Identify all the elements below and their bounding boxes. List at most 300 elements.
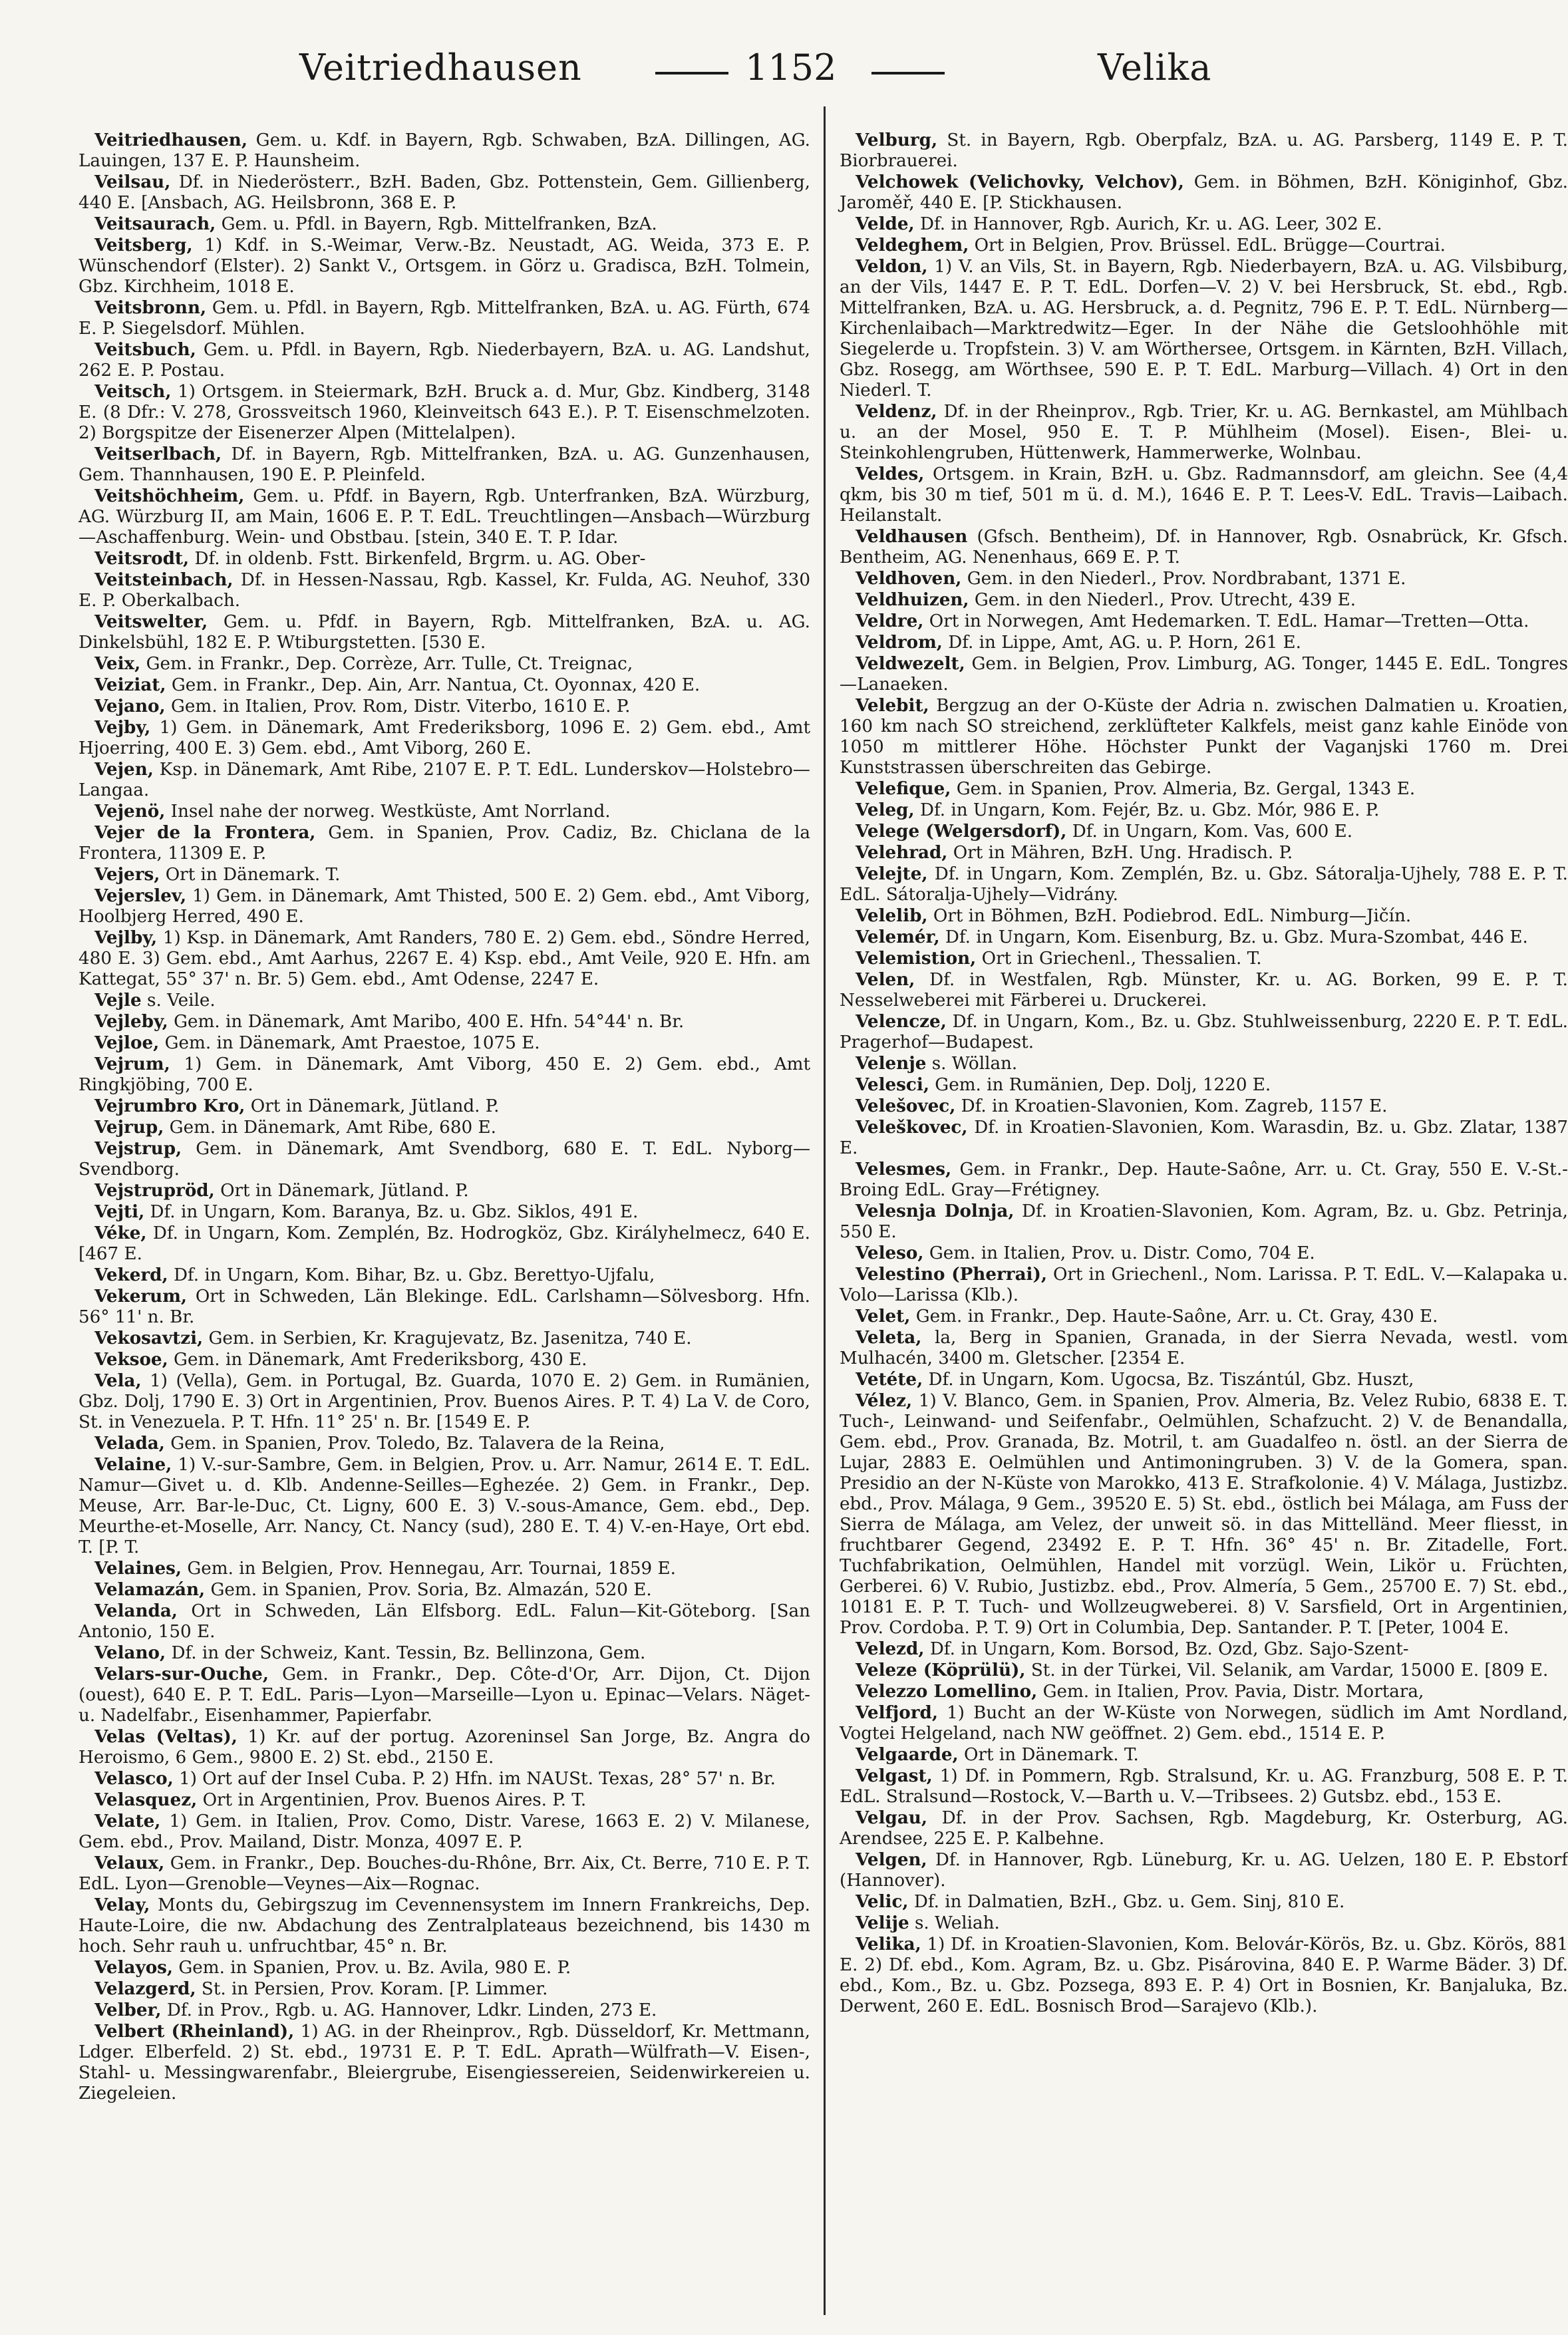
dictionary-entry <box>78 1642 810 1664</box>
dictionary-entry <box>840 1369 1568 1390</box>
entry-text: Gem. in Spanien, Prov. u. Bz. Avila, 980 E. P. <box>178 1958 571 1978</box>
dictionary-entry <box>78 759 810 801</box>
dictionary-entry <box>840 256 1568 401</box>
entry-headword: Veitswelter, <box>94 611 208 632</box>
entry-text: 1) Gem. in Dänemark, Amt Frederiksborg, 1096 E. 2) Gem. ebd., Amt Hjoerring, 400 E. 3) Gem. ebd., Amt Viborg, 260 E. <box>78 718 810 758</box>
entry-headword: Veitsrodt, <box>94 548 190 569</box>
dictionary-entry <box>78 696 810 717</box>
entry-text: Df. in Kroatien-Slavonien, Kom. Agram, Bz. u. Gbz. Petrinja, 550 E. <box>840 1201 1568 1242</box>
entry-headword: Velchowek (Velichovky, Velchov), <box>856 172 1184 192</box>
entry-headword: Veitriedhausen, <box>94 130 247 150</box>
dictionary-entry <box>78 444 810 486</box>
entry-headword: Velebit, <box>856 695 929 716</box>
dictionary-entry <box>840 1053 1568 1074</box>
entry-text: 1) Gem. in Italien, Prov. Como, Distr. Varese, 1663 E. 2) V. Milanese, Gem. ebd., Prov. Mailand, Distr. Monza, 4097 E. P. <box>78 1811 811 1852</box>
entry-text: 1) Kdf. in S.-Weimar, Verw.-Bz. Neustadt, AG. Weida, 373 E. P. Wünschendorf (Elster). 2) Sankt V., Ortsgem. in Görz u. Gradisca, BzH. Tolmein, Gbz. Kirchheim, 1018 E. <box>78 235 810 297</box>
dictionary-entry <box>78 381 810 444</box>
entry-headword: Velic, <box>856 1891 909 1912</box>
entry-text: Gem. in Dänemark, Amt Maribo, 400 E. Hfn. 54°44' n. Br. <box>174 1012 685 1032</box>
entry-headword: Velamazán, <box>94 1579 206 1600</box>
entry-headword: Veldrom, <box>856 632 943 653</box>
dictionary-entry <box>78 864 810 885</box>
entry-text: Gem. u. Pfdl. in Bayern, Rgb. Mittelfranken, BzA. <box>221 214 657 234</box>
dictionary-entry <box>78 1286 810 1328</box>
dictionary-entry <box>78 990 810 1011</box>
entry-text: 1) (Vella), Gem. in Portugal, Bz. Guarda, 1070 E. 2) Gem. in Rumänien, Gbz. Dolj, 1790 E. 3) Ort in Argentinien, Prov. Buenos Aires. P. T. 4) La V. de Coro, St. in Venezuela. P. T. Hfn. 11° 25' n. Br. [1549 E. P. <box>78 1371 810 1432</box>
dictionary-entry <box>78 1601 810 1642</box>
entry-headword: Velešovec, <box>856 1096 956 1116</box>
entry-text: 1) Bucht an der W-Küste von Norwegen, südlich im Amt Nordland, Vogtei Helgeland, nach NW geöffnet. 2) Gem. ebd., 1514 E. P. <box>840 1703 1568 1744</box>
entry-text: 1) AG. in der Rheinprov., Rgb. Düsseldorf, Kr. Mettmann, Ldger. Elberfeld. 2) St. ebd., 19731 E. P. T. EdL. Aprath—Wülfrath—V. Eisen-, Stahl- u. Messingwarenfabr., Bleiergrube, Eisengiessereien, Seidenwirkereien u. Ziegeleien. <box>78 2022 810 2103</box>
entry-headword: Vélez, <box>856 1390 913 1411</box>
entry-text: Gem. in Italien, Prov. Pavia, Distr. Mortara, <box>1042 1682 1424 1702</box>
dictionary-entry <box>840 1849 1568 1891</box>
entry-headword: Veldhausen <box>856 526 968 547</box>
dictionary-entry <box>840 1243 1568 1264</box>
dictionary-entry <box>78 569 810 611</box>
entry-text: Df. in Ungarn, Kom. Fejér, Bz. u. Gbz. Mór, 986 E. P. <box>919 800 1380 820</box>
dictionary-entry <box>78 653 810 675</box>
dictionary-entry <box>840 1744 1568 1766</box>
dictionary-entry <box>78 1180 810 1201</box>
entry-headword: Veleg, <box>856 800 915 820</box>
dictionary-entry <box>840 1327 1568 1369</box>
entry-text: Df. in Bayern, Rgb. Mittelfranken, BzA. u. AG. Gunzenhausen, Gem. Thannhausen, 190 E. P. Pleinfeld. <box>78 444 810 485</box>
entry-text: Gem. in Italien, Prov. u. Distr. Como, 704 E. <box>929 1243 1315 1263</box>
dictionary-entry <box>840 589 1568 611</box>
entry-headword: Veilsau, <box>94 172 171 192</box>
entry-headword: Veldhuizen, <box>856 589 969 610</box>
dictionary-entry <box>840 1660 1568 1681</box>
entry-text: Gem. in Frankr., Dep. Ain, Arr. Nantua, Ct. Oyonnax, 420 E. <box>171 675 701 695</box>
entry-text: Gem. in Frankr., Dep. Corrèze, Arr. Tulle, Ct. Treignac, <box>146 654 633 674</box>
entry-text: Df. in Westfalen, Rgb. Münster, Kr. u. AG. Borken, 99 E. P. T. Nesselweberei mit Färberei u. Druckerei. <box>840 970 1568 1011</box>
entry-headword: Vejloe, <box>94 1032 160 1053</box>
entry-text: Df. in Dalmatien, BzH., Gbz. u. Gem. Sinj, 810 E. <box>913 1892 1345 1912</box>
entry-text: Df. in Ungarn, Kom. Baranya, Bz. u. Gbz. Siklos, 491 E. <box>150 1202 639 1222</box>
entry-text: Gem. in Rumänien, Dep. Dolj, 1220 E. <box>935 1075 1271 1095</box>
dictionary-entry <box>78 1454 810 1558</box>
entry-headword: Velfjord, <box>856 1702 938 1723</box>
entry-headword: Velehrad, <box>856 842 948 863</box>
entry-headword: Velet, <box>856 1306 911 1326</box>
entry-text: Df. in Hannover, Rgb. Aurich, Kr. u. AG. Leer, 302 E. <box>919 214 1382 234</box>
dictionary-entry <box>78 1853 810 1895</box>
dictionary-entry <box>840 695 1568 778</box>
entry-headword: Veldes, <box>856 464 925 484</box>
entry-headword: Vejle <box>94 990 142 1011</box>
entry-text: Df. in Kroatien-Slavonien, Kom. Warasdin, Bz. u. Gbz. Zlatar, 1387 E. <box>840 1118 1568 1158</box>
entry-text: St. in der Türkei, Vil. Selanik, am Vardar, 15000 E. [809 E. <box>1030 1660 1549 1680</box>
entry-text: Ort in Griechenl., Thessalien. T. <box>981 949 1262 969</box>
entry-headword: Velezd, <box>856 1638 925 1659</box>
dictionary-entry <box>840 1096 1568 1117</box>
dictionary-entry <box>78 339 810 381</box>
entry-headword: Velen, <box>856 969 915 990</box>
entry-headword: Velelib, <box>856 905 928 926</box>
entry-text: (Gfsch. Bentheim), Df. in Hannover, Rgb. Osnabrück, Kr. Gfsch. Bentheim, AG. Nenenhaus, 669 E. P. T. <box>840 527 1568 567</box>
entry-headword: Velada, <box>94 1433 165 1454</box>
entry-text: Ort in Griechenl., Nom. Larissa. P. T. EdL. V.—Kalapaka u. Volo—Larissa (Klb.). <box>840 1265 1568 1305</box>
entry-text: 1) Gem. in Dänemark, Amt Thisted, 500 E. 2) Gem. ebd., Amt Viborg, Hoolbjerg Herred, 490 E. <box>78 886 810 927</box>
entry-headword: Velano, <box>94 1642 166 1663</box>
entry-headword: Vejers, <box>94 864 160 885</box>
entry-headword: Vejstrup, <box>94 1138 182 1159</box>
dictionary-entry <box>78 675 810 696</box>
entry-text: Ort in Dänemark. T. <box>963 1745 1139 1765</box>
entry-text: Ksp. in Dänemark, Amt Ribe, 2107 E. P. T. EdL. Lunderskov—Holstebro—Langaa. <box>78 760 810 800</box>
entry-text: Ort in Böhmen, BzH. Podiebrod. EdL. Nimburg—Jičín. <box>933 906 1412 926</box>
dictionary-entry <box>78 1054 810 1096</box>
dictionary-entry <box>840 611 1568 632</box>
entry-text: Gem. in Dänemark, Amt Frederiksborg, 430 E. <box>174 1350 587 1370</box>
dictionary-entry <box>78 1096 810 1117</box>
dictionary-entry <box>78 1768 810 1790</box>
dictionary-entry <box>840 800 1568 821</box>
dictionary-entry <box>840 214 1568 235</box>
dictionary-entry <box>78 1895 810 1957</box>
entry-text: Gem. u. Pfdl. in Bayern, Rgb. Mittelfranken, BzA. u. AG. Fürth, 674 E. P. Siegelsdorf. Mühlen. <box>78 298 810 339</box>
dictionary-entry <box>840 235 1568 256</box>
dictionary-entry <box>840 821 1568 842</box>
dictionary-entry <box>78 1579 810 1601</box>
entry-headword: Veitsch, <box>94 381 172 402</box>
entry-headword: Veleta, <box>856 1327 922 1348</box>
entry-headword: Velanda, <box>94 1601 178 1621</box>
running-head-right: Velika <box>1098 47 1212 88</box>
entry-text: Ort in Norwegen, Amt Hedemarken. T. EdL. Hamar—Tretten—Otta. <box>929 611 1529 631</box>
dictionary-entry <box>78 611 810 653</box>
entry-headword: Veitsaurach, <box>94 214 216 234</box>
dictionary-entry <box>840 1766 1568 1807</box>
entry-headword: Velije <box>856 1913 909 1933</box>
entry-headword: Velestino (Pherrai), <box>856 1264 1047 1285</box>
entry-headword: Vejlby, <box>94 927 158 948</box>
dictionary-entry <box>78 1978 810 2000</box>
entry-text: Gem. u. Kdf. in Bayern, Rgb. Schwaben, BzA. Dillingen, AG. Lauingen, 137 E. P. Haunsheim. <box>78 130 811 171</box>
entry-headword: Veldenz, <box>856 401 937 422</box>
entry-headword: Veldwezelt, <box>856 653 965 674</box>
dictionary-entry <box>78 1558 810 1579</box>
entry-text: 1) V.-sur-Sambre, Gem. in Belgien, Prov. u. Arr. Namur, 2614 E. T. EdL. Namur—Givet u. d. Klb. Andenne-Seilles—Eghezée. 2) Gem. in Frankr., Dep. Meuse, Arr. Bar-le-Duc, Ct. Ligny, 600 E. 3) V.-sous-Amance, Gem. ebd., Dep. Meurthe-et-Moselle, Arr. Nancy, Ct. Nancy (sud), 280 E. T. 4) V.-en-Haye, Ort ebd. T. [P. T. <box>78 1455 810 1557</box>
entry-headword: Velejte, <box>856 863 928 884</box>
entry-text: Ort in Argentinien, Prov. Buenos Aires. P. T. <box>202 1790 587 1810</box>
dictionary-entry <box>78 486 810 548</box>
dictionary-entry <box>840 1390 1568 1638</box>
entry-headword: Vejano, <box>94 696 166 716</box>
dictionary-entry <box>78 1790 810 1811</box>
entry-headword: Veldon, <box>856 256 928 277</box>
entry-text: Ort in Dänemark, Jütland. P. <box>220 1181 469 1201</box>
entry-text: Gem. in Frankr., Dep. Haute-Saône, Arr. u. Ct. Gray, 550 E. V.-St.-Broing EdL. Gray—Frétigney. <box>840 1160 1568 1200</box>
dictionary-entry <box>78 717 810 759</box>
entry-headword: Veleso, <box>856 1243 924 1263</box>
dictionary-entry <box>840 568 1568 589</box>
entry-headword: Velgau, <box>856 1807 927 1828</box>
entry-headword: Velemér, <box>856 927 940 947</box>
dictionary-entry <box>840 1807 1568 1849</box>
entry-text: Bergzug an der O-Küste der Adria n. zwischen Dalmatien u. Kroatien, 160 km nach SO streichend, zerklüfteter Kalkfels, meist ganz kahle Einöde von 1050 m mittlerer Höhe. Höchster Punkt der Vaganjski 1760 m. Drei Kunststrassen überschreiten das Gebirge. <box>840 696 1568 778</box>
dictionary-entry <box>78 1328 810 1349</box>
dictionary-entry <box>78 1032 810 1054</box>
entry-headword: Vejrup, <box>94 1117 164 1138</box>
entry-headword: Velber, <box>94 2000 162 2020</box>
dictionary-entry <box>78 1011 810 1032</box>
dictionary-entry <box>78 1811 810 1853</box>
entry-headword: Veitsbronn, <box>94 297 207 318</box>
entry-text: St. in Bayern, Rgb. Oberpfalz, BzA. u. AG. Parsberg, 1149 E. P. T. Biorbrauerei. <box>840 130 1568 171</box>
dictionary-entry <box>840 653 1568 695</box>
dictionary-entry <box>840 842 1568 863</box>
entry-text: Ort in Mähren, BzH. Ung. Hradisch. P. <box>953 843 1293 863</box>
dictionary-entry <box>840 1702 1568 1744</box>
entry-headword: Velesnja Dolnja, <box>856 1201 1015 1221</box>
entry-headword: Vekerd, <box>94 1265 168 1285</box>
dictionary-entry <box>840 1074 1568 1096</box>
entry-headword: Veleze (Köprülü), <box>856 1660 1026 1680</box>
entry-headword: Veitsbuch, <box>94 339 196 360</box>
entry-headword: Velenje <box>856 1053 927 1074</box>
entry-text: Gem. u. Pfdl. in Bayern, Rgb. Niederbayern, BzA. u. AG. Landshut, 262 E. P. Postau. <box>78 340 811 381</box>
entry-text: 1) V. Blanco, Gem. in Spanien, Prov. Almeria, Bz. Velez Rubio, 6838 E. T. Tuch-, Leinwand- und Seifenfabr., Oelmühlen, Schafzucht. 2) V. de Benandalla, Gem. ebd., Prov. Granada, Bz. Motril, t. am Guadalfeo n. östl. an der Sierra de Lujar, 2883 E. Oelmühlen und Antimoningruben. 3) V. de la Gomera, span. Presidio an der N-Küste von Marokko, 413 E. Strafkolonie. 4) V. Málaga, Justizbz. ebd., Prov. Málaga, 9 Gem., 39520 E. 5) St. ebd., östlich bei Málaga, am Fuss der Sierra de Málaga, am Velez, der unweit sö. in das Mittelländ. Meer fliesst, in fruchtbarer Gegend, 23492 E. P. T. Hfn. 36° 45' n. Br. Zitadelle, Fort. Tuchfabrikation, Oelmühlen, Handel mit vorzügl. Wein, Likör u. Früchten, Gerberei. 6) V. Rubio, Justizbz. ebd., Prov. Almería, 5 Gem., 25700 E. 7) St. ebd., 10181 E. P. T. Tuch- und Wollzeugweberei. 8) V. Sarsfield, Ort in Argentinien, Prov. Cordoba. P. T. 9) Ort in Columbia, Dep. Santander. P. T. [Peter, 1004 E. <box>840 1391 1568 1638</box>
entry-headword: Velgen, <box>856 1849 927 1870</box>
dictionary-entry <box>840 927 1568 948</box>
entry-text: 1) Kr. auf der portug. Azoreninsel San Jorge, Bz. Angra do Heroismo, 6 Gem., 9800 E. 2) St. ebd., 2150 E. <box>78 1727 810 1768</box>
entry-headword: Velay, <box>94 1895 150 1915</box>
entry-text: Ort in Dänemark, Jütland. P. <box>250 1096 500 1116</box>
dictionary-entry <box>840 1638 1568 1660</box>
entry-text: 1) Df. in Pommern, Rgb. Stralsund, Kr. u. AG. Franzburg, 508 E. P. T. EdL. Stralsund—Rostock, V.—Barth u. V.—Tribsees. 2) Gutsbz. ebd., 153 E. <box>840 1766 1568 1807</box>
entry-text: Ort in Schweden, Län Blekinge. EdL. Carlshamn—Sölvesborg. Hfn. 56° 11' n. Br. <box>78 1287 810 1327</box>
entry-text: Df. in Ungarn, Kom. Vas, 600 E. <box>1072 822 1353 842</box>
running-head-left: Veitriedhausen <box>299 47 582 88</box>
dictionary-entry <box>78 1349 810 1370</box>
entry-headword: Vejleby, <box>94 1011 168 1032</box>
entry-text: Gem. in Frankr., Dep. Côte-d'Or, Arr. Dijon, Ct. Dijon (ouest), 640 E. P. T. EdL. Paris—Lyon—Marseille—Lyon u. Epinac—Velars. Näget- u. Nadelfabr., Eisenhammer, Papierfabr. <box>78 1664 810 1726</box>
entry-text: Df. in Ungarn, Kom. Ugocsa, Bz. Tiszántúl, Gbz. Huszt, <box>928 1370 1414 1390</box>
entry-headword: Veitshöchheim, <box>94 486 245 506</box>
dictionary-entry <box>78 1117 810 1138</box>
entry-text: 1) Ortsgem. in Steiermark, BzH. Bruck a. d. Mur, Gbz. Kindberg, 3148 E. (8 Dfr.: V. 278, Grossveitsch 1960, Kleinveitsch 643 E.). P. T. Eisenschmelzoten. 2) Borgspitze der Eisenerzer Alpen (Mittelalpen). <box>78 382 811 443</box>
entry-text: Gem. in Spanien, Prov. Soria, Bz. Almazán, 520 E. <box>210 1580 652 1600</box>
entry-headword: Velencze, <box>856 1011 947 1032</box>
dictionary-entry <box>78 1664 810 1726</box>
entry-headword: Vela, <box>94 1370 142 1391</box>
entry-headword: Vejrum, <box>94 1054 170 1074</box>
entry-headword: Velesci, <box>856 1074 929 1095</box>
dictionary-entry <box>840 863 1568 905</box>
dictionary-entry <box>840 172 1568 214</box>
dictionary-entry <box>840 1201 1568 1243</box>
dictionary-entry <box>78 801 810 822</box>
page-header <box>0 0 1527 100</box>
dictionary-entry <box>840 526 1568 568</box>
entry-text: Gem. in Frankr., Dep. Bouches-du-Rhône, Brr. Aix, Ct. Berre, 710 E. P. T. EdL. Lyon—Grenoble—Veynes—Aix—Rognac. <box>78 1853 811 1894</box>
entry-headword: Vejenö, <box>94 801 166 822</box>
dictionary-entry <box>840 948 1568 969</box>
entry-text: 1) Ksp. in Dänemark, Amt Randers, 780 E. 2) Gem. ebd., Söndre Herred, 480 E. 3) Gem. ebd., Amt Aarhus, 2267 E. 4) Ksp. ebd., Amt Veile, 920 E. Hfn. am Kattegat, 55° 37' n. Br. 5) Gem. ebd., Amt Odense, 2247 E. <box>78 928 810 989</box>
entry-text: Ort in Belgien, Prov. Brüssel. EdL. Brügge—Courtrai. <box>974 235 1446 255</box>
entry-text: Ort in Schweden, Län Elfsborg. EdL. Falun—Kit-Göteborg. [San Antonio, 150 E. <box>78 1601 811 1642</box>
entry-text: Ort in Dänemark. T. <box>165 865 341 885</box>
dictionary-entry <box>78 214 810 235</box>
dictionary-entry <box>840 130 1568 172</box>
dictionary-entry <box>840 401 1568 464</box>
entry-text: Ortsgem. in Krain, BzH. u. Gbz. Radmannsdorf, am gleichn. See (4,4 qkm, bis 30 m tief, 501 m ü. d. M.), 1646 E. P. T. Lees-V. EdL. Travis—Laibach. Heilanstalt. <box>840 464 1568 526</box>
entry-headword: Vejstrupröd, <box>94 1180 215 1201</box>
dictionary-entry <box>78 172 810 214</box>
entry-headword: Veldhoven, <box>856 568 962 589</box>
entry-headword: Vejerslev, <box>94 885 187 906</box>
entry-headword: Velgast, <box>856 1766 933 1786</box>
entry-headword: Velbert (Rheinland), <box>94 2021 295 2042</box>
dictionary-entry <box>840 1934 1568 2017</box>
dictionary-entry <box>840 1264 1568 1306</box>
entry-text: Gem. in Belgien, Prov. Limburg, AG. Tonger, 1445 E. EdL. Tongres—Lanaeken. <box>840 654 1568 695</box>
entry-text: Df. in Hessen-Nassau, Rgb. Kassel, Kr. Fulda, AG. Neuhof, 330 E. P. Oberkalbach. <box>78 570 811 611</box>
entry-headword: Vejrumbro Kro, <box>94 1096 245 1116</box>
entry-headword: Veldeghem, <box>856 235 969 255</box>
dictionary-entry <box>840 1306 1568 1327</box>
entry-headword: Veleškovec, <box>856 1117 968 1138</box>
right-column <box>840 130 1568 2318</box>
entry-text: Gem. in Böhmen, BzH. Königinhof, Gbz. Jaroměř, 440 E. [P. Stickhausen. <box>840 172 1568 213</box>
entry-text: Df. in Ungarn, Kom., Bz. u. Gbz. Stuhlweissenburg, 2220 E. P. T. EdL. Pragerhof—Budapest. <box>840 1012 1568 1052</box>
entry-text: Df. in der Schweiz, Kant. Tessin, Bz. Bellinzona, Gem. <box>171 1643 646 1663</box>
entry-text: Gem. u. Pfdf. in Bayern, Rgb. Unterfranken, BzA. Würzburg, AG. Würzburg II, am Main, 1606 E. P. T. EdL. Treuchtlingen—Ansbach—Würzburg—Aschaffenburg. Wein- und Obstbau. [stein, 340 E. T. P. Idar. <box>78 486 810 547</box>
dictionary-entry <box>78 1265 810 1286</box>
entry-headword: Velgaarde, <box>856 1744 959 1765</box>
dictionary-entry <box>840 1011 1568 1053</box>
entry-headword: Velege (Welgersdorf), <box>856 821 1067 842</box>
entry-text: Gem. in Italien, Prov. Rom, Distr. Viterbo, 1610 E. P. <box>170 697 631 716</box>
entry-text: Df. in Ungarn, Kom. Zemplén, Bz. u. Gbz. Sátoralja-Ujhely, 788 E. P. T. EdL. Sátoralja-Ujhely—Vidrány. <box>840 864 1568 905</box>
entry-text: Gem. in den Niederl., Prov. Utrecht, 439 E. <box>974 590 1356 610</box>
entry-headword: Velars-sur-Ouche, <box>94 1664 269 1684</box>
dictionary-entry <box>78 1223 810 1265</box>
entry-text: Df. in Lippe, Amt, AG. u. P. Horn, 261 E. <box>948 633 1301 653</box>
dictionary-entry <box>840 1891 1568 1913</box>
entry-headword: Velezzo Lomellino, <box>856 1681 1038 1702</box>
entry-headword: Vejby, <box>94 717 151 738</box>
entry-text: Df. in Prov., Rgb. u. AG. Hannover, Ldkr. Linden, 273 E. <box>166 2000 657 2020</box>
page-number: 1152 <box>745 47 837 88</box>
entry-text: Monts du, Gebirgszug im Cevennensystem im Innern Frankreichs, Dep. Haute-Loire, die nw. Abdachung des Zentralplateaus bezeichnend, bis 1430 m hoch. Sehr rauh u. unfruchtbar, 45° n. Br. <box>78 1895 810 1956</box>
entry-headword: Veiziat, <box>94 675 166 695</box>
entry-headword: Veix, <box>94 653 141 674</box>
entry-headword: Velburg, <box>856 130 938 150</box>
dictionary-entry <box>840 969 1568 1011</box>
entry-text: St. in Persien, Prov. Koram. [P. Limmer. <box>201 1979 548 1999</box>
entry-text: Gem. in Spanien, Prov. Toledo, Bz. Talavera de la Reina, <box>170 1434 665 1454</box>
entry-text: Insel nahe der norweg. Westküste, Amt Norrland. <box>170 802 611 822</box>
dictionary-entry <box>78 1201 810 1223</box>
entry-headword: Vejti, <box>94 1201 145 1222</box>
entry-text: Df. in der Rheinprov., Rgb. Trier, Kr. u. AG. Bernkastel, am Mühlbach u. an der Mosel, 950 E. T. P. Mühlheim (Mosel). Eisen-, Blei- u. Steinkohlengruben, Hüttenwerk, Hammerwerke, Wolnbau. <box>840 402 1568 463</box>
dictionary-entry <box>840 1681 1568 1702</box>
entry-headword: Velayos, <box>94 1957 174 1978</box>
entry-headword: Vekerum, <box>94 1286 188 1307</box>
entry-headword: Velemistion, <box>856 948 977 969</box>
entry-text: Df. in Ungarn, Kom. Zemplén, Bz. Hodrogköz, Gbz. Királyhelmecz, 640 E. [467 E. <box>78 1223 810 1264</box>
entry-text: Gem. in Serbien, Kr. Kragujevatz, Bz. Jasenitza, 740 E. <box>208 1328 692 1348</box>
entry-headword: Velasco, <box>94 1768 174 1789</box>
entry-text: Df. in der Prov. Sachsen, Rgb. Magdeburg, Kr. Osterburg, AG. Arendsee, 225 E. P. Kalbehne. <box>840 1808 1568 1849</box>
dictionary-entry <box>840 778 1568 800</box>
entry-headword: Veitsberg, <box>94 235 193 255</box>
entry-headword: Veitsteinbach, <box>94 569 234 590</box>
entry-headword: Velika, <box>856 1934 921 1954</box>
dictionary-entry <box>840 632 1568 653</box>
entry-text: Df. in oldenb. Fstt. Birkenfeld, Brgrm. u. AG. Ober- <box>194 549 646 569</box>
dictionary-entry <box>78 1726 810 1768</box>
entry-text: Gem. in den Niederl., Prov. Nordbrabant, 1371 E. <box>967 569 1406 589</box>
entry-text: Gem. in Dänemark, Amt Ribe, 680 E. <box>169 1118 496 1138</box>
dictionary-entry <box>78 885 810 927</box>
left-column <box>78 130 810 2318</box>
dictionary-entry <box>840 1159 1568 1201</box>
dictionary-entry <box>78 822 810 864</box>
header-rule-left <box>655 72 728 75</box>
entry-text: Gem. in Spanien, Prov. Almeria, Bz. Gergal, 1343 E. <box>956 779 1416 799</box>
entry-headword: Véke, <box>94 1223 147 1243</box>
entry-headword: Velas (Veltas), <box>94 1726 237 1747</box>
entry-headword: Veksoe, <box>94 1349 168 1370</box>
entry-headword: Velesmes, <box>856 1159 952 1179</box>
dictionary-entry <box>840 1913 1568 1934</box>
entry-headword: Velazgerd, <box>94 1978 196 1999</box>
entry-text: Gem. u. Pfdf. in Bayern, Rgb. Mittelfranken, BzA. u. AG. Dinkelsbühl, 182 E. P. Wtiburgstetten. [530 E. <box>78 612 810 653</box>
entry-headword: Velaux, <box>94 1853 165 1873</box>
entry-text: 1) V. an Vils, St. in Bayern, Rgb. Niederbayern, BzA. u. AG. Vilsbiburg, an der Vils, 1447 E. P. T. EdL. Dorfen—V. 2) V. bei Hersbruck, St. ebd., Rgb. Mittelfranken, BzA. u. AG. Hersbruck, a. d. Pegnitz, 796 E. P. T. EdL. Nürnberg—Kirchenlaibach—Marktredwitz—Eger. In der Nähe die Getsloohhöhle mit Siegelerde u. Tropfstein. 3) V. am Wörthersee, Ortsgem. in Kärnten, BzH. Villach, Gbz. Rosegg, am Wörthsee, 590 E. P. T. EdL. Marburg—Villach. 4) Ort in den Niederl. T. <box>840 257 1568 400</box>
entry-text: Df. in Kroatien-Slavonien, Kom. Zagreb, 1157 E. <box>961 1096 1388 1116</box>
entry-text: s. Wöllan. <box>931 1054 1018 1074</box>
entry-headword: Vekosavtzi, <box>94 1328 204 1348</box>
entry-headword: Velaine, <box>94 1454 172 1475</box>
dictionary-entry <box>840 464 1568 526</box>
entry-headword: Velde, <box>856 214 915 234</box>
entry-headword: Veitserlbach, <box>94 444 222 464</box>
entry-text: s. Veile. <box>147 991 216 1011</box>
entry-headword: Velefique, <box>856 778 951 799</box>
entry-text: Gem. in Frankr., Dep. Haute-Saône, Arr. u. Ct. Gray, 430 E. <box>915 1307 1438 1326</box>
dictionary-entry <box>78 1433 810 1454</box>
entry-headword: Velate, <box>94 1811 161 1831</box>
dictionary-entry <box>78 2000 810 2021</box>
entry-headword: Vejer de la Frontera, <box>94 822 316 843</box>
header-rule-right <box>871 72 945 75</box>
dictionary-entry <box>78 297 810 339</box>
entry-headword: Vetéte, <box>856 1369 923 1390</box>
entry-headword: Vejen, <box>94 759 154 780</box>
entry-text: 1) Ort auf der Insel Cuba. P. 2) Hfn. im NAUSt. Texas, 28° 57' n. Br. <box>179 1769 776 1789</box>
entry-text: 1) Gem. in Dänemark, Amt Viborg, 450 E. 2) Gem. ebd., Amt Ringkjöbing, 700 E. <box>78 1054 811 1095</box>
entry-text: Df. in Ungarn, Kom. Eisenburg, Bz. u. Gbz. Mura-Szombat, 446 E. <box>945 927 1528 947</box>
entry-text: Gem. in Dänemark, Amt Praestoe, 1075 E. <box>164 1033 540 1053</box>
entry-text: Gem. in Spanien, Prov. Cadiz, Bz. Chiclana de la Frontera, 11309 E. P. <box>78 823 810 863</box>
dictionary-entry <box>78 2021 810 2104</box>
entry-text: s. Weliah. <box>914 1913 1000 1933</box>
dictionary-entry <box>840 905 1568 927</box>
entry-text: Gem. in Dänemark, Amt Svendborg, 680 E. T. EdL. Nyborg—Svendborg. <box>78 1139 811 1179</box>
entry-text: Df. in Ungarn, Kom. Borsod, Bz. Ozd, Gbz. Sajo-Szent- <box>929 1639 1409 1659</box>
dictionary-entry <box>78 1957 810 1978</box>
dictionary-entry <box>78 1370 810 1433</box>
dictionary-entry <box>78 235 810 297</box>
entry-text: Df. in Hannover, Rgb. Lüneburg, Kr. u. AG. Uelzen, 180 E. P. Ebstorf (Hannover). <box>840 1850 1568 1891</box>
column-divider <box>824 106 826 2315</box>
entry-text: Df. in Ungarn, Kom. Bihar, Bz. u. Gbz. Berettyo-Ujfalu, <box>173 1265 655 1285</box>
